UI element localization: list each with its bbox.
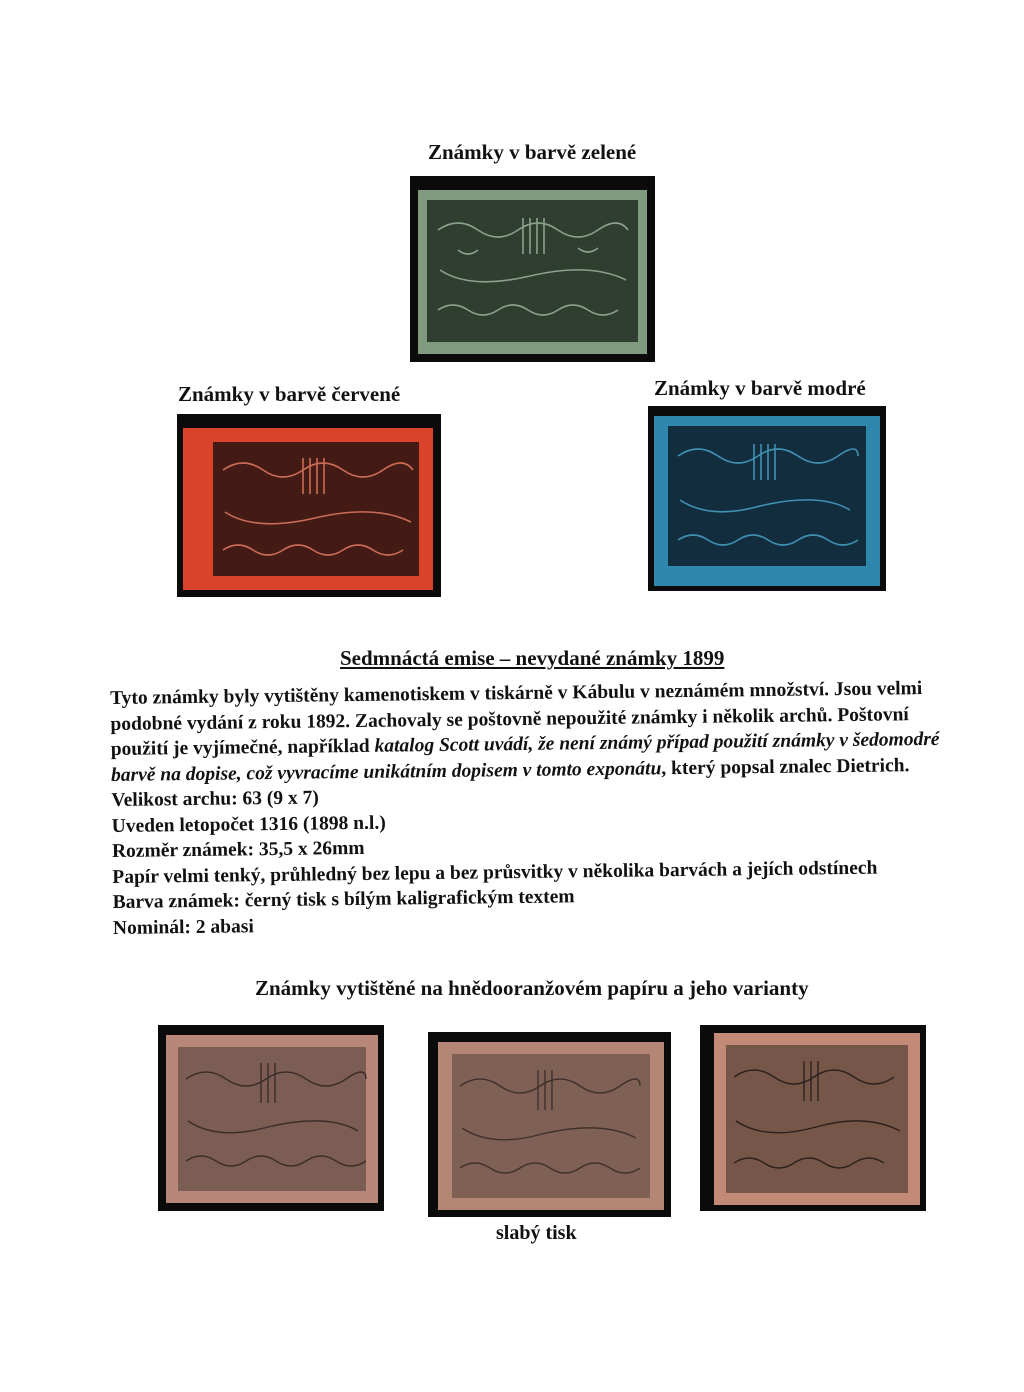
section-heading: Sedmnáctá emise – nevydané známky 1899 — [340, 646, 725, 670]
detail-year: Uveden letopočet 1316 (1898 n.l.) — [111, 812, 386, 837]
detail-paper: Papír velmi tenký, průhledný bez lepu a bez průsvitky v několika barvách a jejích odstínech — [112, 857, 878, 888]
caption-brown-stamps: Známky vytištěné na hnědooranžovém papíru a jeho varianty — [255, 976, 809, 1000]
stamp-blue — [654, 416, 880, 586]
stamp-mount-green — [410, 176, 655, 362]
detail-stamp-size: Rozměr známek: 35,5 x 26mm — [111, 837, 365, 862]
stamp-brown-2 — [438, 1042, 664, 1210]
caption-blue-stamps: Známky v barvě modré — [654, 376, 866, 400]
stamp-brown-3 — [714, 1033, 920, 1205]
stamp-mount-brown-2 — [428, 1032, 671, 1217]
weak-print-label: slabý tisk — [496, 1222, 577, 1244]
stamp-mount-red — [177, 414, 441, 597]
stamp-red — [183, 428, 433, 590]
stamp-mount-brown-1 — [158, 1025, 384, 1211]
stamp-green — [418, 190, 647, 354]
paragraph-part2: , který popsal znalec Dietrich. — [661, 754, 910, 779]
description-text — [110, 675, 973, 940]
paragraph-part1: Tyto známky byly vytištěny kamenotiskem v tiskárně v Kábulu v neznámém množství. Jsou velmi podobné vydání z roku 1892. Zachovaly se poštovně nepoužité známky i několik archů. Poštovní použití je vyjímečné, například — [110, 678, 923, 760]
stamp-mount-brown-3 — [700, 1025, 926, 1211]
detail-nominal: Nominál: 2 abasi — [112, 915, 254, 939]
description-paragraph — [110, 675, 971, 787]
stamp-brown-1 — [166, 1035, 378, 1203]
paragraph-italic: katalog Scott uvádí, že není známý případ použití známky v šedomodré barvě na dopise, což vyvracíme unikátním dopisem v tomto exponátu — [110, 728, 940, 786]
caption-green-stamps: Známky v barvě zelené — [428, 140, 637, 164]
caption-red-stamps: Známky v barvě červené — [178, 382, 401, 406]
detail-sheet-size: Velikost archu: 63 (9 x 7) — [111, 787, 319, 811]
detail-stamp-color: Barva známek: černý tisk s bílým kaligrafickým textem — [112, 886, 575, 913]
stamp-mount-blue — [648, 406, 886, 591]
